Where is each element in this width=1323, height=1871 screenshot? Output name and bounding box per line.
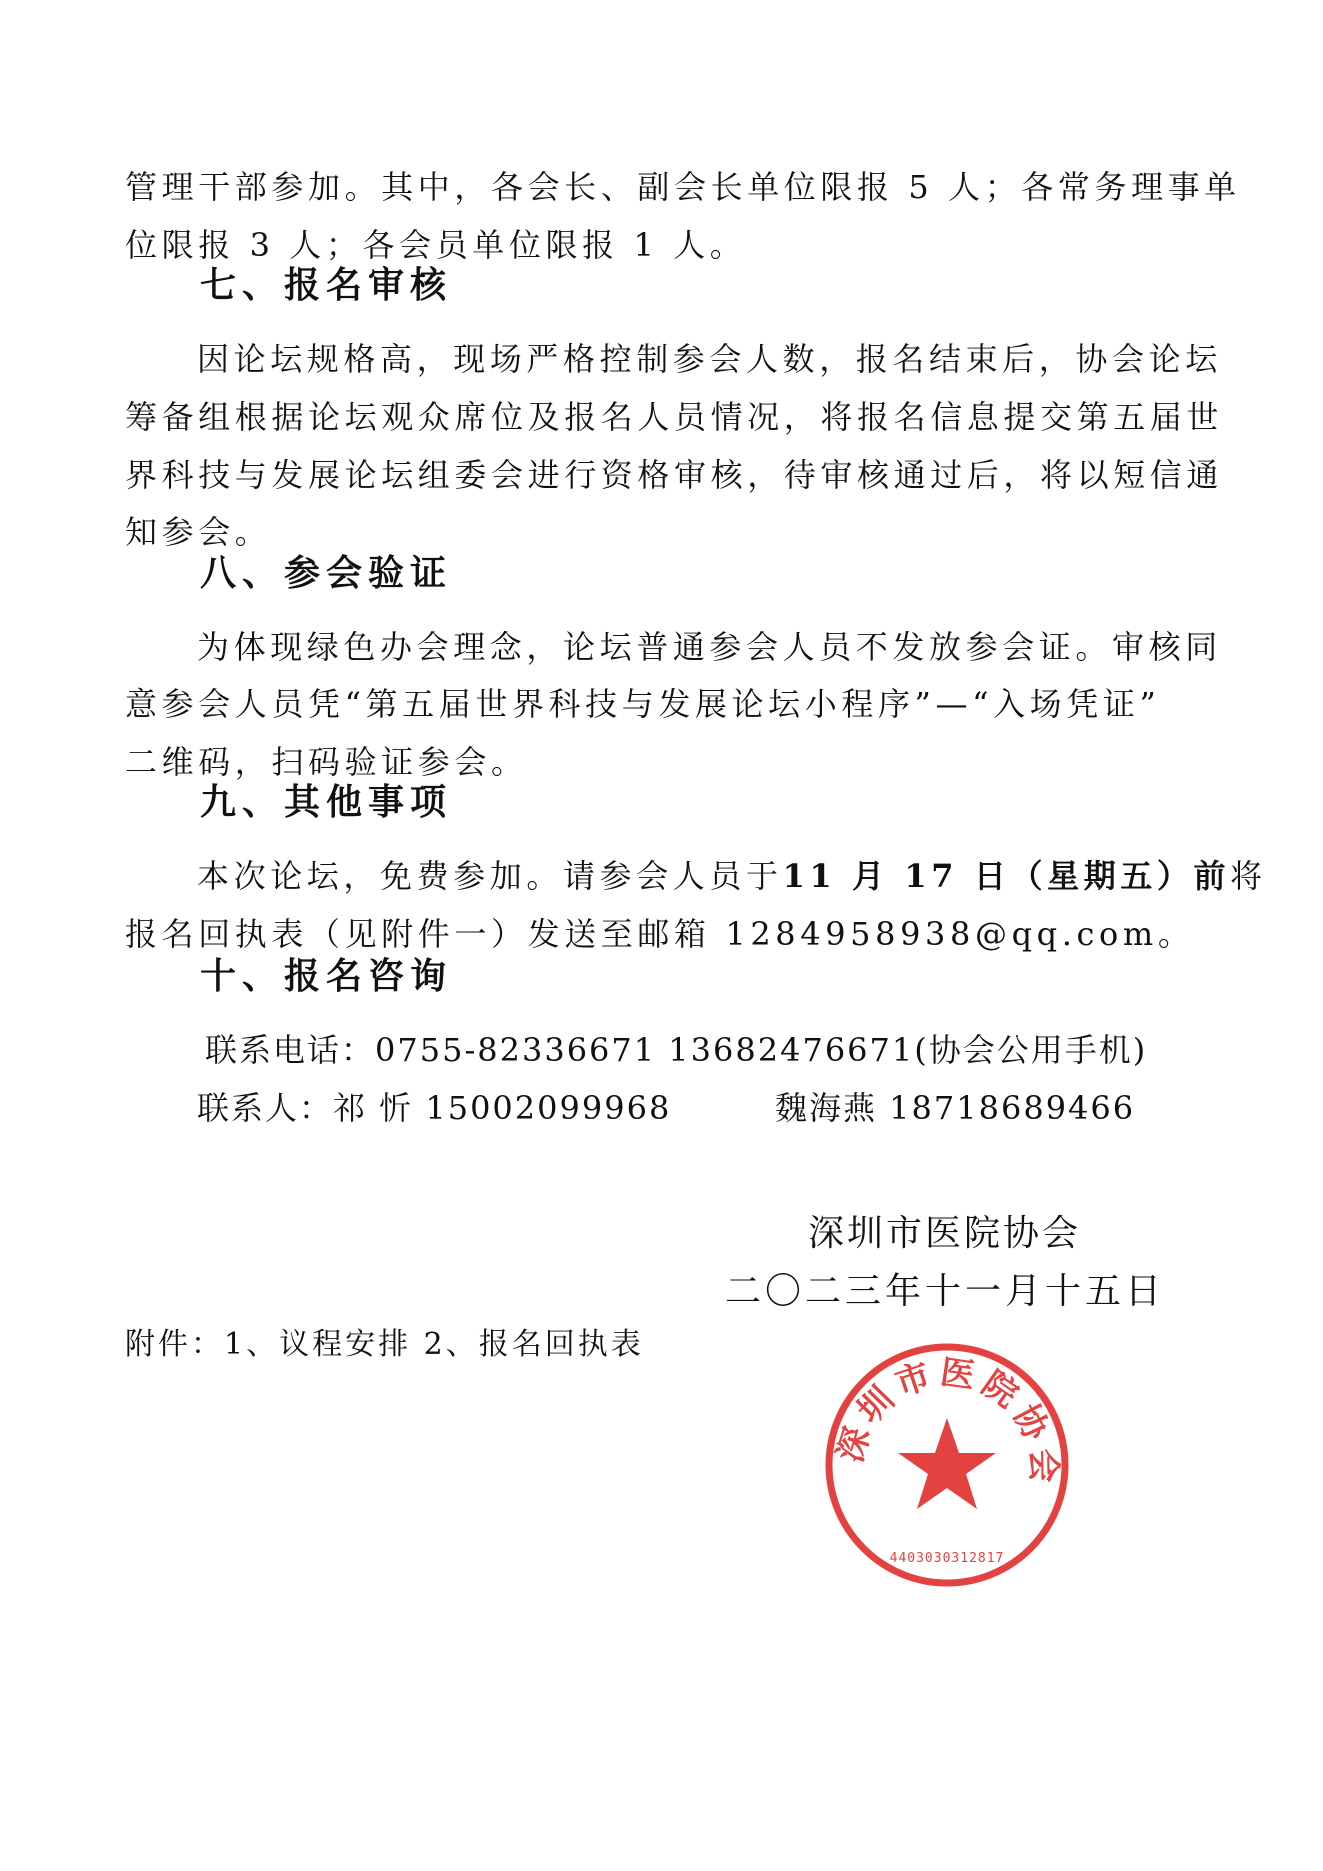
paragraph-line: 管理干部参加。其中，各会长、副会长单位限报 5 人；各常务理事单: [125, 168, 1241, 206]
deadline-text: 11 月 17 日（星期五）前: [782, 857, 1231, 895]
paragraph-line: [197, 856, 1267, 896]
official-seal-stamp: [822, 1340, 1072, 1590]
paragraph-line: 因论坛规格高，现场严格控制参会人数，报名结束后，协会论坛: [197, 340, 1222, 378]
paragraph-line: 位限报 3 人；各会员单位限报 1 人。: [125, 226, 747, 264]
contact-phone: 联系电话：0755-82336671 13682476671(协会公用手机): [205, 1031, 1148, 1069]
paragraph-text: 将: [1230, 857, 1267, 895]
signature-organization: 深圳市医院协会: [808, 1213, 1082, 1254]
section-heading-8: 八、参会验证: [200, 553, 453, 594]
seal-text-bottom: 4403030312817: [889, 1551, 1005, 1566]
contact-person: 魏海燕 18718689466: [775, 1089, 1136, 1127]
section-heading-7: 七、报名审核: [200, 265, 453, 306]
paragraph-line: 二维码，扫码验证参会。: [125, 743, 528, 781]
seal-star-icon: [898, 1418, 996, 1509]
paragraph-text: 本次论坛，免费参加。请参会人员于: [197, 857, 783, 895]
paragraph-line: 意参会人员凭“第五届世界科技与发展论坛小程序”—“入场凭证”: [125, 685, 1161, 723]
section-heading-10: 十、报名咨询: [200, 956, 453, 997]
paragraph-line: 为体现绿色办会理念，论坛普通参会人员不发放参会证。审核同: [197, 628, 1222, 666]
contact-person: 联系人：祁 忻 15002099968: [197, 1089, 672, 1127]
paragraph-line: 知参会。: [125, 513, 272, 551]
signature-date: 二〇二三年十一月十五日: [725, 1271, 1166, 1312]
paragraph-line: 筹备组根据论坛观众席位及报名人员情况，将报名信息提交第五届世: [125, 398, 1224, 436]
paragraph-line: 界科技与发展论坛组委会进行资格审核，待审核通过后，将以短信通: [125, 456, 1224, 494]
attachments-line: 附件：1、议程安排 2、报名回执表: [125, 1327, 644, 1362]
paragraph-line: 报名回执表（见附件一）发送至邮箱 1284958938@qq.com。: [125, 915, 1195, 953]
seal-text-top: 深圳市医院协会: [830, 1352, 1064, 1489]
section-heading-9: 九、其他事项: [200, 782, 453, 823]
